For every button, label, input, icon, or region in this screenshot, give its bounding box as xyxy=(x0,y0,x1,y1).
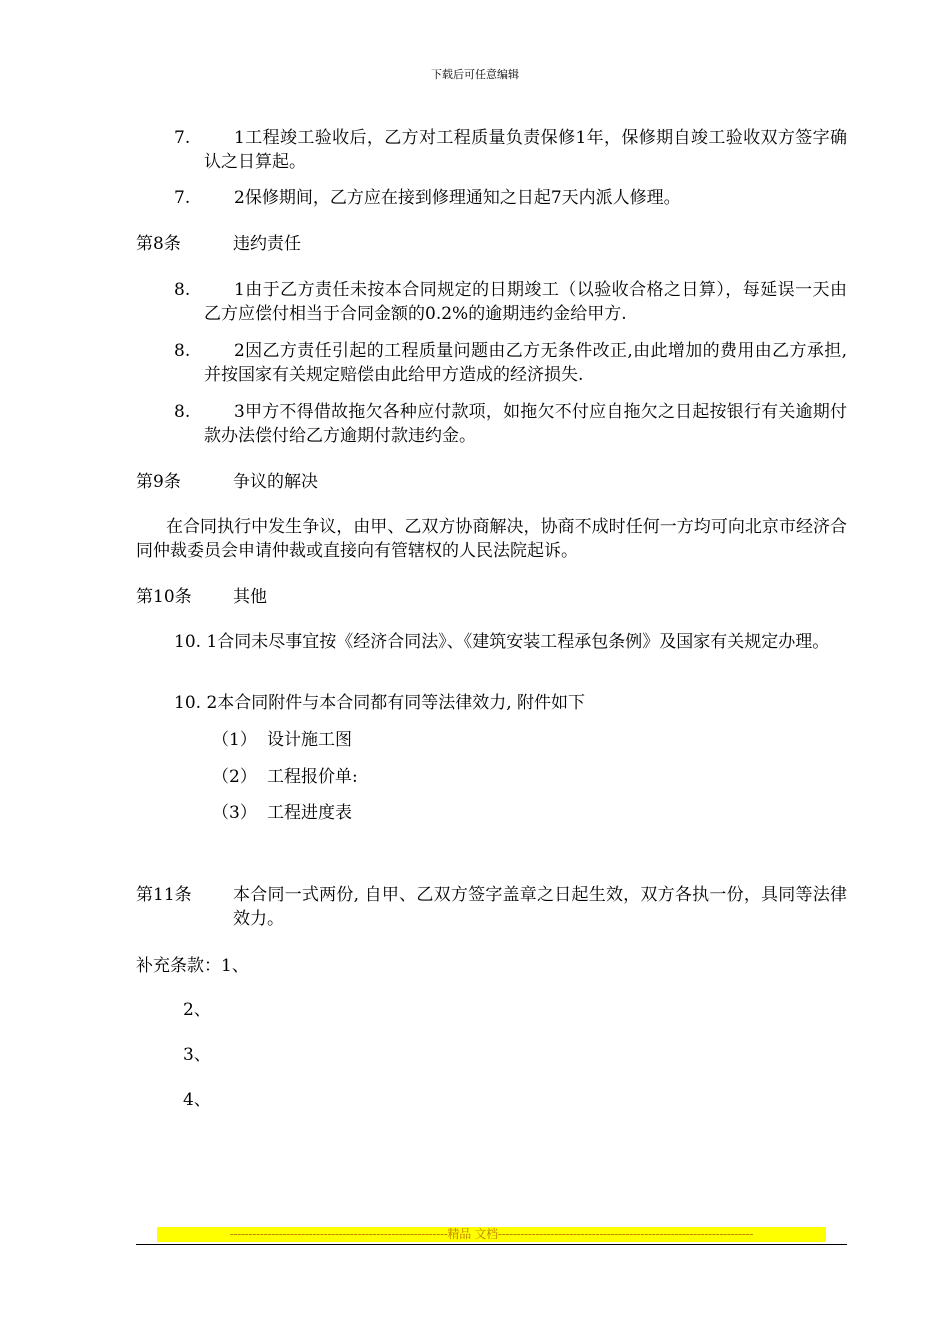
clause-8-1-number: 8. xyxy=(174,280,191,300)
article-11-label: 第11条 xyxy=(136,885,192,905)
attachment-1-text: 设计施工图 xyxy=(267,730,352,750)
clause-7-1-text: 1工程竣工验收后，乙方对工程质量负责保修1年，保修期自竣工验收双方签字确认之日算起。 xyxy=(204,128,847,172)
article-9-text: 在合同执行中发生争议，由甲、乙双方协商解决，协商不成时任何一方均可向北京市经济合同仲裁委员会申请仲裁或直接向有管辖权的人民法院起诉。 xyxy=(136,517,847,561)
clause-10-1-text: 10. 1合同未尽事宜按《经济合同法》、《建筑安装工程承包条例》及国家有关规定办理。 xyxy=(174,632,830,652)
attachment-2-text: 工程报价单: xyxy=(267,767,358,787)
footer-banner: ----------------------------------------------------------精品 文档-------------------------------------------------------------------- xyxy=(157,1227,826,1242)
article-8-title: 违约责任 xyxy=(233,234,301,254)
attachment-1-number: （1） xyxy=(212,730,257,750)
article-9-title: 争议的解决 xyxy=(233,472,318,492)
page-header: 下载后可任意编辑 xyxy=(431,68,519,81)
supplement-item-2: 2、 xyxy=(183,1000,211,1020)
clause-10-2-text: 10. 2本合同附件与本合同都有同等法律效力, 附件如下 xyxy=(174,693,586,713)
clause-8-2-text: 2因乙方责任引起的工程质量问题由乙方无条件改正,由此增加的费用由乙方承担,并按国家有关规定赔偿由此给甲方造成的经济损失. xyxy=(204,341,847,385)
supplement-label: 补充条款：1、 xyxy=(136,956,249,976)
footer-divider xyxy=(136,1244,847,1245)
clause-7-1-number: 7. xyxy=(174,128,191,148)
article-10-label: 第10条 xyxy=(136,587,192,607)
supplement-item-4: 4、 xyxy=(183,1090,211,1110)
clause-8-3-number: 8. xyxy=(174,402,191,422)
attachment-3-number: （3） xyxy=(212,803,257,823)
clause-8-1-text: 1由于乙方责任未按本合同规定的日期竣工（以验收合格之日算），每延误一天由乙方应偿付相当于合同金额的0.2%的逾期违约金给甲方. xyxy=(204,280,847,324)
clause-8-2-number: 8. xyxy=(174,341,191,361)
attachment-2-number: （2） xyxy=(212,767,257,787)
article-8-label: 第8条 xyxy=(136,234,181,254)
clause-8-3-text: 3甲方不得借故拖欠各种应付款项，如拖欠不付应自拖欠之日起按银行有关逾期付款办法偿付给乙方逾期付款违约金。 xyxy=(204,402,847,446)
article-11-text: 本合同一式两份, 自甲、乙双方签字盖章之日起生效，双方各执一份，具同等法律效力。 xyxy=(233,885,847,929)
article-10-title: 其他 xyxy=(233,587,267,607)
clause-7-2-number: 7. xyxy=(174,188,191,208)
supplement-item-3: 3、 xyxy=(183,1045,211,1065)
article-9-label: 第9条 xyxy=(136,472,181,492)
clause-7-2-text: 2保修期间，乙方应在接到修理通知之日起7天内派人修理。 xyxy=(234,188,681,208)
attachment-3-text: 工程进度表 xyxy=(267,803,352,823)
